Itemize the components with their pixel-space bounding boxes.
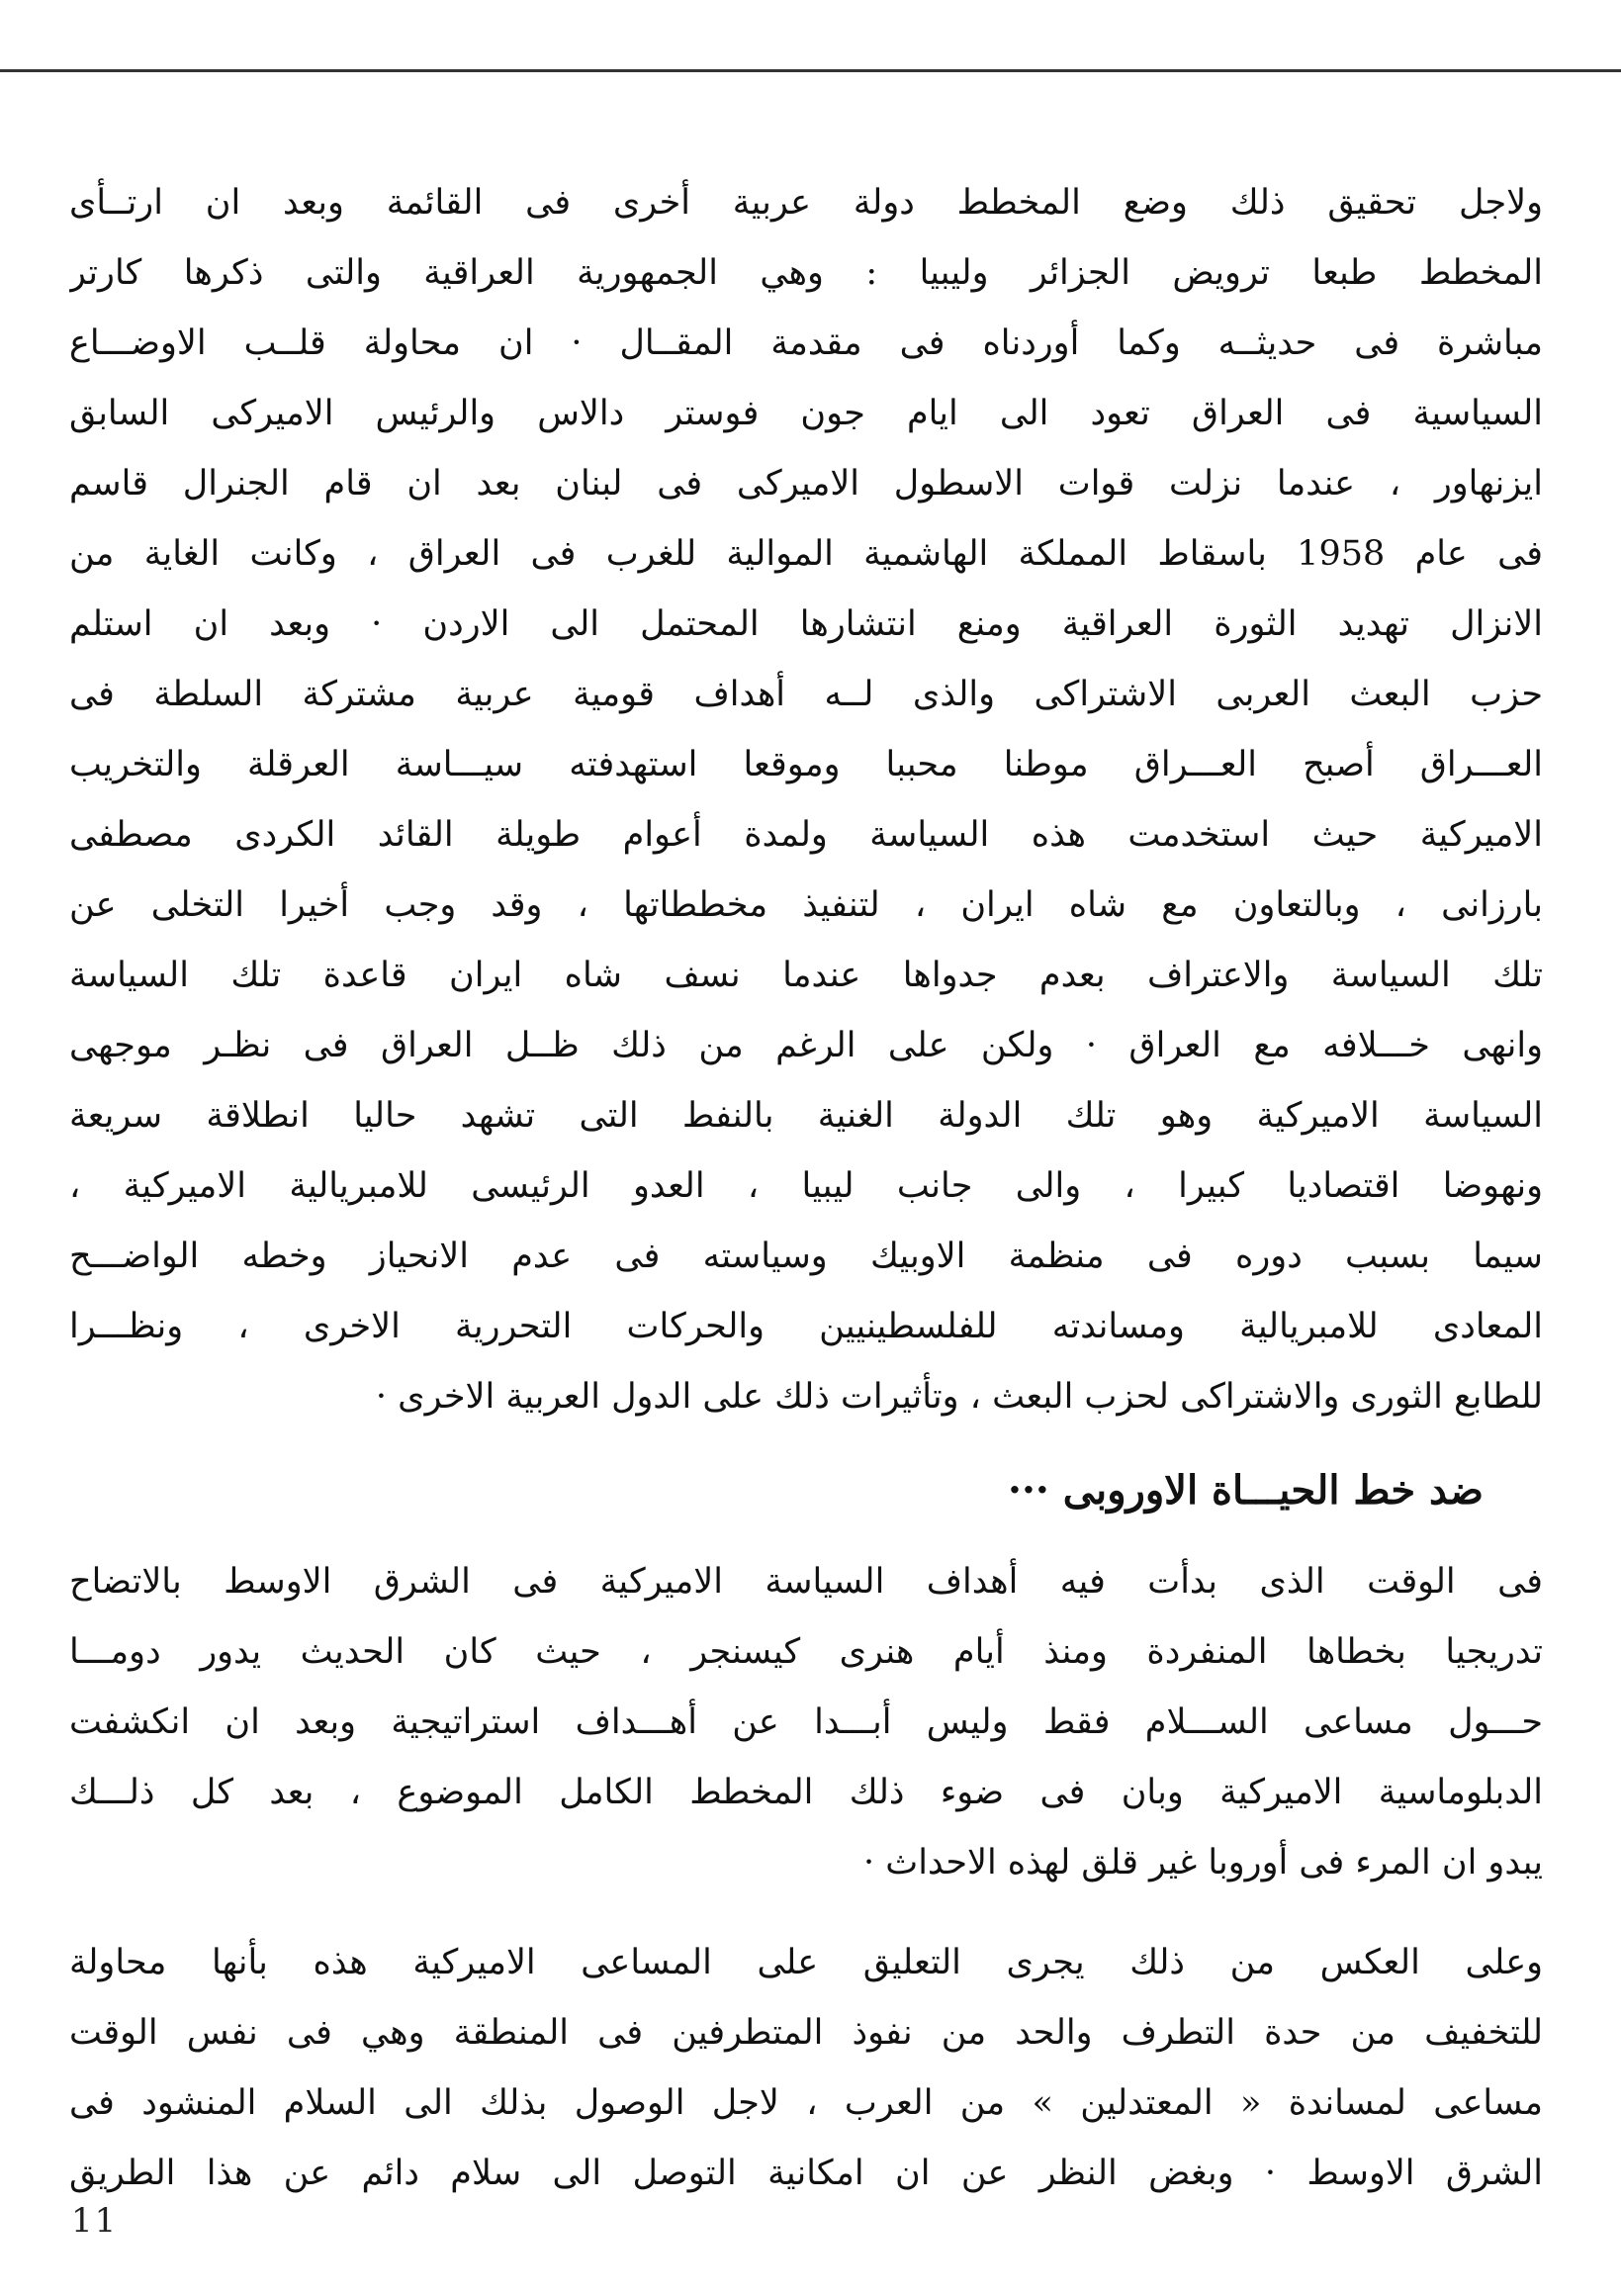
text-line: الانزال تهديد الثورة العراقية ومنع انتشارها المحتمل الى الاردن · وبعد ان استلم <box>69 604 1543 644</box>
text-line: ايزنهاور ، عندما نزلت قوات الاسطول الاميركى فى لبنان بعد ان قام الجنرال قاسم <box>69 464 1543 504</box>
text-line: للطابع الثورى والاشتراكى لحزب البعث ، وتأثيرات ذلك على الدول العربية الاخرى · <box>375 1377 1543 1417</box>
text-line: السياسة الاميركية وهو تلك الدولة الغنية بالنفط التى تشهد حاليا انطلاقة سريعة <box>69 1096 1543 1136</box>
text-line: مساعى لمساندة « المعتدلين » من العرب ، لاجل الوصول بذلك الى السلام المنشود فى <box>69 2083 1543 2123</box>
text-line: فى الوقت الذى بدأت فيه أهداف السياسة الاميركية فى الشرق الاوسط بالاتضاح <box>69 1562 1543 1602</box>
text-line: حـــول مساعى الســـلام فقط وليس أبـــدا عن أهـــداف استراتيجية وبعد ان انكشفت <box>69 1702 1543 1742</box>
paragraph-3 <box>69 1928 1543 2209</box>
text-line: بارزانى ، وبالتعاون مع شاه ايران ، لتنفيذ مخططاتها ، وقد وجب أخيرا التخلى عن <box>69 885 1543 925</box>
text-line: وعلى العكس من ذلك يجرى التعليق على المساعى الاميركية هذه بأنها محاولة <box>69 1943 1543 1982</box>
text-line: سيما بسبب دوره فى منظمة الاوبيك وسياسته فى عدم الانحياز وخطه الواضـــح <box>69 1237 1543 1276</box>
text-line: العـــراق أصبح العـــراق موطنا محببا وموقعا استهدفته سيـــاسة العرقلة والتخريب <box>69 745 1543 784</box>
text-line: يبدو ان المرء فى أوروبا غير قلق لهذه الاحداث · <box>863 1843 1543 1883</box>
text-line: الشرق الاوسط · وبغض النظر عن ان امكانية التوصل الى سلام دائم عن هذا الطريق <box>69 2154 1543 2193</box>
text-line: المعادى للامبريالية ومساندته للفلسطينيين والحركات التحررية الاخرى ، ونظـــرا <box>69 1307 1543 1346</box>
paragraph-2 <box>69 1547 1543 1898</box>
page-number: 11 <box>71 2201 119 2241</box>
text-line: المخطط طبعا ترويض الجزائر وليبيا : وهي الجمهورية العراقية والتى ذكرها كارتر <box>69 253 1543 293</box>
top-rule <box>0 69 1621 72</box>
text-line: الدبلوماسية الاميركية وبان فى ضوء ذلك المخطط الكامل الموضوع ، بعد كل ذلـــك <box>69 1773 1543 1812</box>
text-line: للتخفيف من حدة التطرف والحد من نفوذ المتطرفين فى المنطقة وهي فى نفس الوقت <box>69 2013 1543 2053</box>
text-line: ونهوضا اقتصاديا كبيرا ، والى جانب ليبيا ، العدو الرئيسى للامبريالية الاميركية ، <box>69 1166 1543 1206</box>
paragraph-1 <box>69 168 1543 1432</box>
text-line: ولاجل تحقيق ذلك وضع المخطط دولة عربية أخرى فى القائمة وبعد ان ارتــأى <box>69 183 1543 223</box>
text-line: تلك السياسة والاعتراف بعدم جدواها عندما نسف شاه ايران قاعدة تلك السياسة <box>69 956 1543 995</box>
section-heading: ضد خط الحيـــاة الاوروبى ··· <box>1008 1467 1484 1514</box>
text-line: الاميركية حيث استخدمت هذه السياسة ولمدة أعوام طويلة القائد الكردى مصطفى <box>69 815 1543 855</box>
text-line: تدريجيا بخطاها المنفردة ومنذ أيام هنرى كيسنجر ، حيث كان الحديث يدور دومـــا <box>69 1632 1543 1672</box>
text-line: وانهى خـــلافه مع العراق · ولكن على الرغم من ذلك ظــل العراق فى نظـر موجهى <box>69 1026 1543 1065</box>
text-line: مباشرة فى حديثــه وكما أوردناه فى مقدمة المقــال · ان محاولة قلــب الاوضـــاع <box>69 323 1543 363</box>
text-line: السياسية فى العراق تعود الى ايام جون فوستر دالاس والرئيس الاميركى السابق <box>69 394 1543 433</box>
page-body <box>69 168 1543 2209</box>
text-line: حزب البعث العربى الاشتراكى والذى لــه أهداف قومية عربية مشتركة السلطة فى <box>69 675 1543 714</box>
text-line: فى عام 1958 باسقاط المملكة الهاشمية الموالية للغرب فى العراق ، وكانت الغاية من <box>69 534 1543 574</box>
